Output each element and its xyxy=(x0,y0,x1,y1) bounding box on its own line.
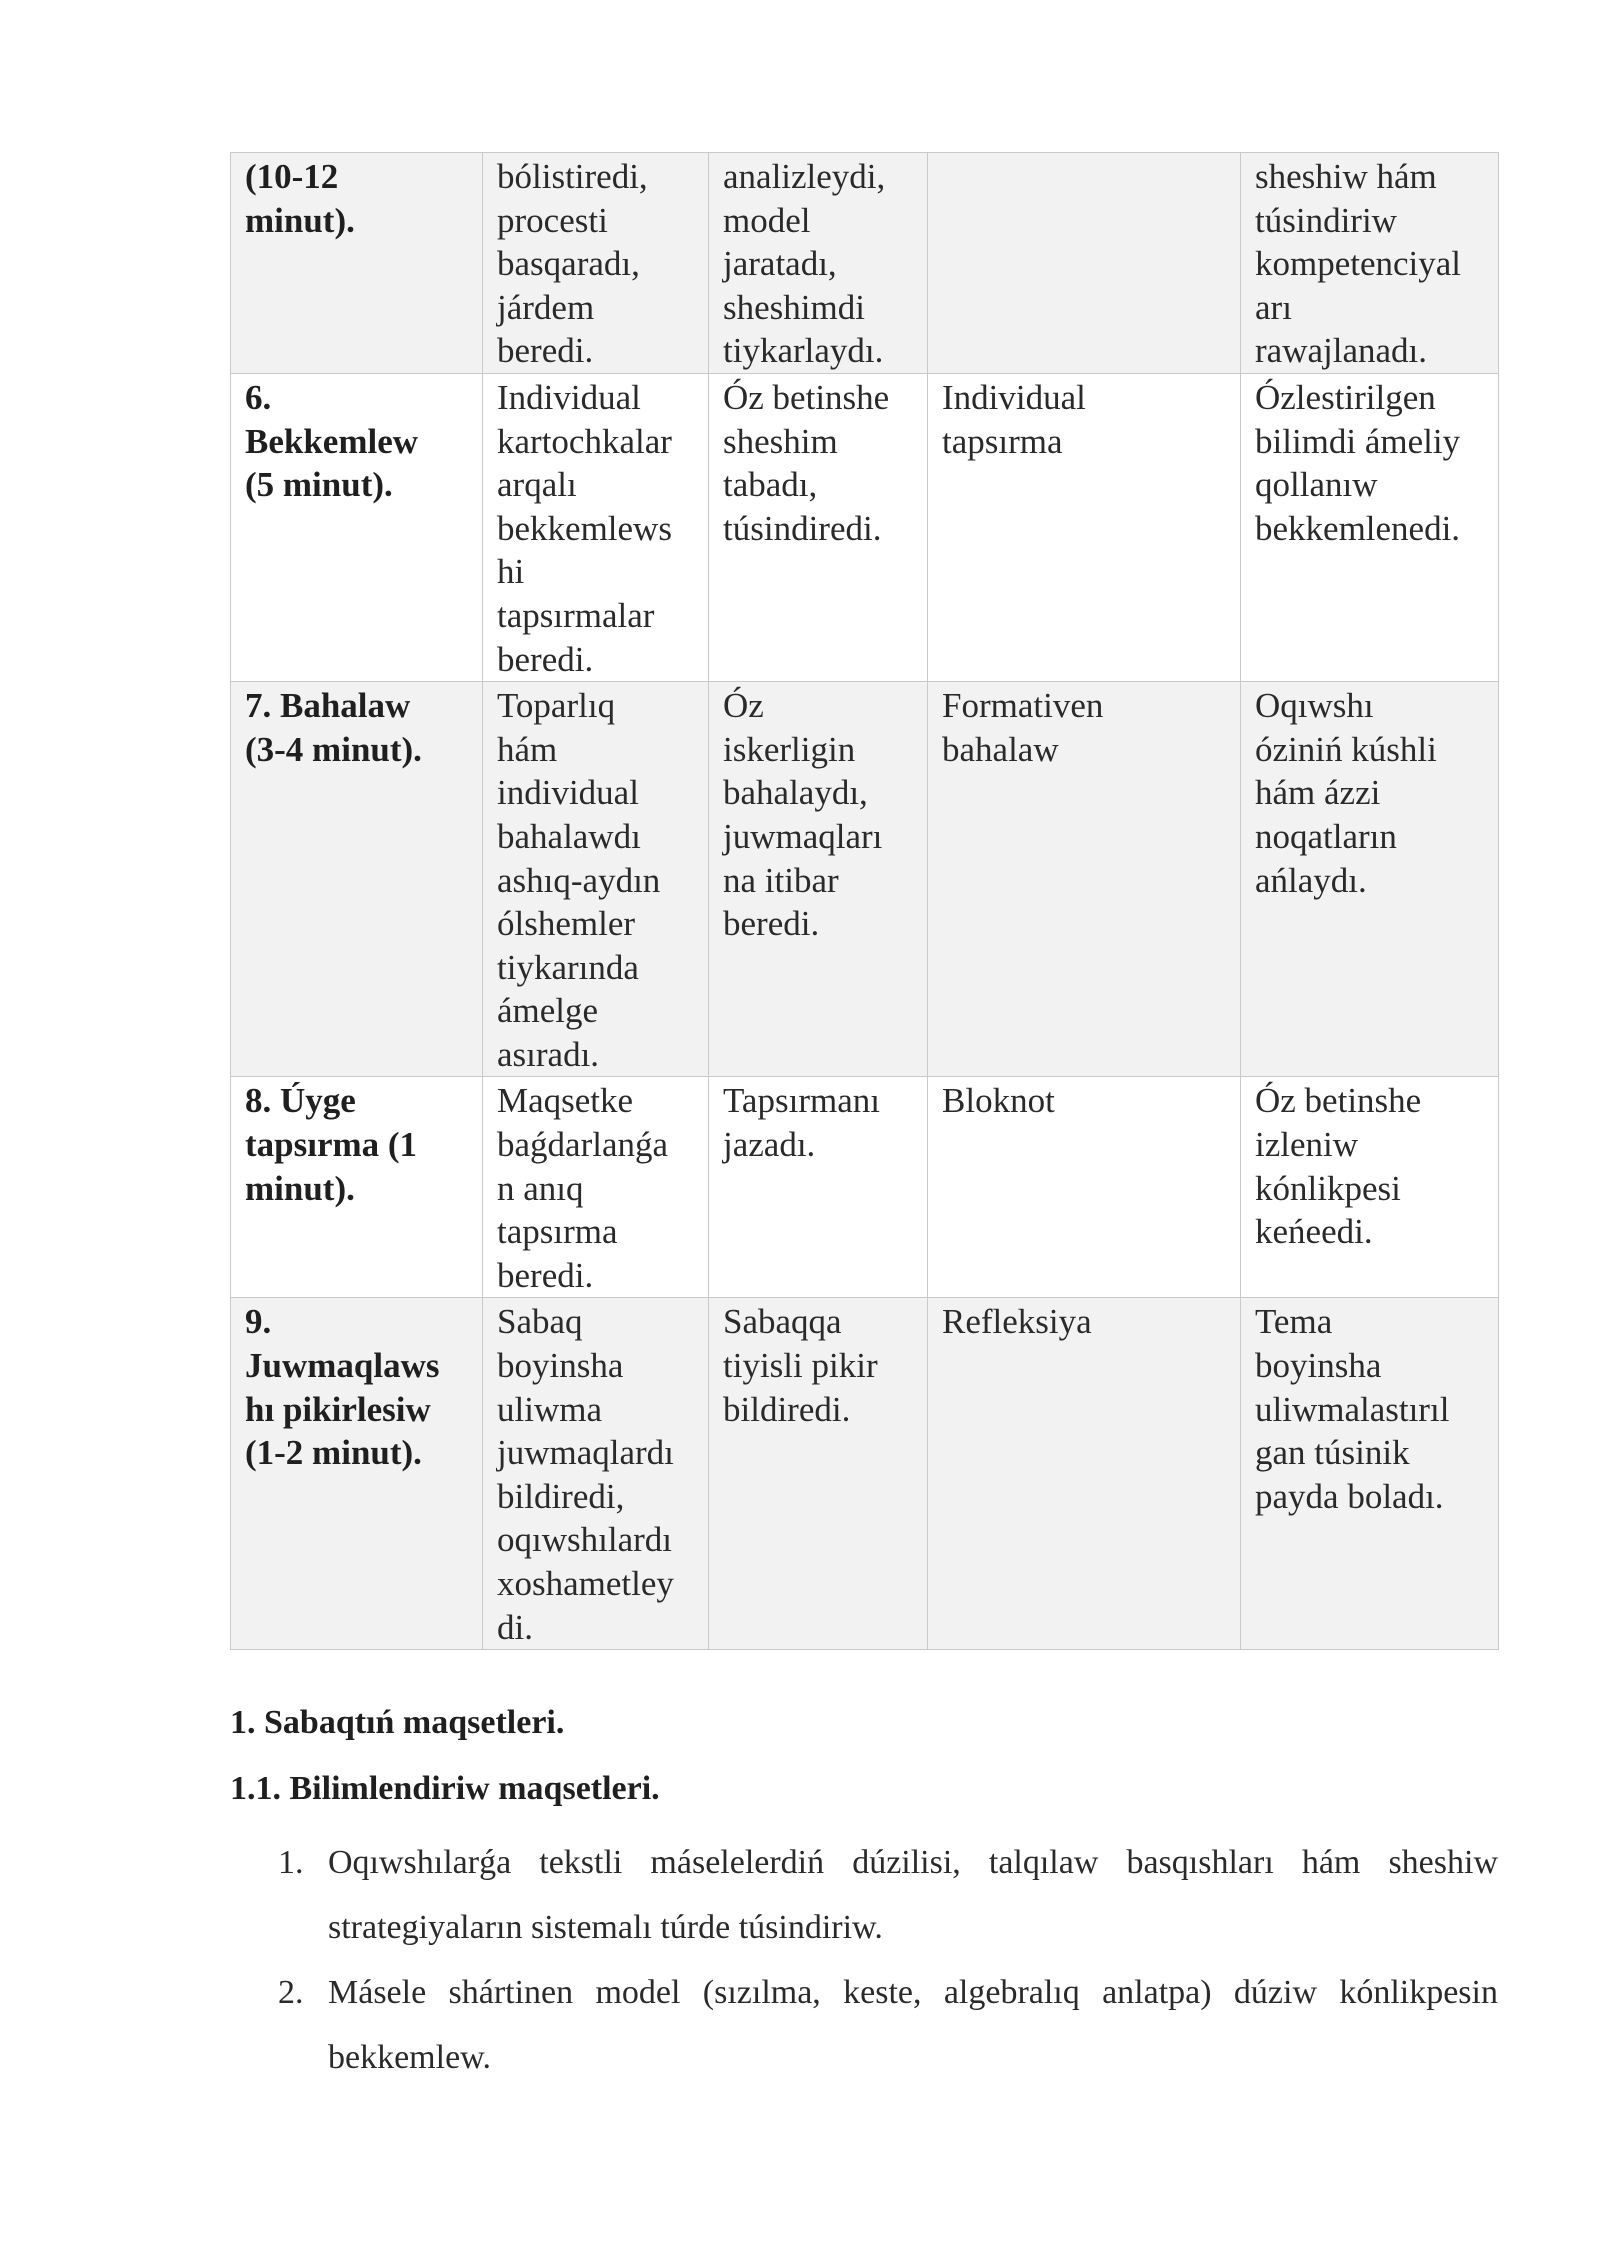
tools-cell: Formativen bahalaw xyxy=(928,682,1241,1077)
result-cell: Oqıwshı óziniń kúshli hám ázzi noqatların ańlaydı. xyxy=(1241,682,1499,1077)
tools-cell: Bloknot xyxy=(928,1077,1241,1298)
table-row xyxy=(231,1077,1499,1298)
list-item-number: 1. xyxy=(278,1844,304,1881)
stage-cell: (10-12 minut). xyxy=(231,153,483,374)
teacher-activity-cell: bólistiredi, procesti basqaradı, járdem beredi. xyxy=(483,153,709,374)
section-subheading: 1.1. Bilimlendiriw maqsetleri. xyxy=(230,1770,660,1807)
list-item-text: Másele shártinen model (sızılma, keste, algebralıq anlatpa) dúziw kónlikpesin bekkemlew. xyxy=(328,1974,1498,2076)
result-cell: Tema boyinsha uliwmalastırıl gan túsinik payda boladı. xyxy=(1241,1298,1499,1650)
student-activity-cell: analizleydi, model jaratadı, sheshimdi tiykarlaydı. xyxy=(709,153,928,374)
section-heading: 1. Sabaqtıń maqsetleri. xyxy=(230,1704,565,1741)
teacher-activity-cell: Individual kartochkalar arqalı bekkemlews hi tapsırmalar beredi. xyxy=(483,373,709,681)
table-row xyxy=(231,682,1499,1077)
tools-cell: Refleksiya xyxy=(928,1298,1241,1650)
table-row xyxy=(231,153,1499,374)
list-item-text: Oqıwshılarǵa tekstli máselelerdiń dúzilisi, talqılaw basqıshları hám sheshiw strategiyaların sistemalı túrde túsindiriw. xyxy=(328,1844,1498,1946)
student-activity-cell: Sabaqqa tiyisli pikir bildiredi. xyxy=(709,1298,928,1650)
stage-cell: 6. Bekkemlew (5 minut). xyxy=(231,373,483,681)
list-item xyxy=(230,1960,1498,2090)
stage-cell: 8. Úyge tapsırma (1 minut). xyxy=(231,1077,483,1298)
table-row xyxy=(231,1298,1499,1650)
list-item xyxy=(230,1830,1498,1960)
result-cell: sheshiw hám túsindiriw kompetenciyal arı rawajlanadı. xyxy=(1241,153,1499,374)
teacher-activity-cell: Sabaq boyinsha uliwma juwmaqlardı bildiredi, oqıwshılardı xoshametley di. xyxy=(483,1298,709,1650)
stage-cell: 9. Juwmaqlaws hı pikirlesiw (1-2 minut). xyxy=(231,1298,483,1650)
list-item-number: 2. xyxy=(278,1974,304,2011)
table-row xyxy=(231,373,1499,681)
student-activity-cell: Tapsırmanı jazadı. xyxy=(709,1077,928,1298)
result-cell: Ózlestirilgen bilimdi ámeliy qollanıw bekkemlenedi. xyxy=(1241,373,1499,681)
tools-cell: Individual tapsırma xyxy=(928,373,1241,681)
student-activity-cell: Óz iskerligin bahalaydı, juwmaqları na itibar beredi. xyxy=(709,682,928,1077)
lesson-plan-table xyxy=(230,152,1499,1650)
goals-list xyxy=(230,1830,1498,2090)
teacher-activity-cell: Toparlıq hám individual bahalawdı ashıq-aydın ólshemler tiykarında ámelge asıradı. xyxy=(483,682,709,1077)
result-cell: Óz betinshe izleniw kónlikpesi keńeedi. xyxy=(1241,1077,1499,1298)
student-activity-cell: Óz betinshe sheshim tabadı, túsindiredi. xyxy=(709,373,928,681)
stage-cell: 7. Bahalaw (3-4 minut). xyxy=(231,682,483,1077)
tools-cell xyxy=(928,153,1241,374)
teacher-activity-cell: Maqsetke baǵdarlanǵa n anıq tapsırma beredi. xyxy=(483,1077,709,1298)
